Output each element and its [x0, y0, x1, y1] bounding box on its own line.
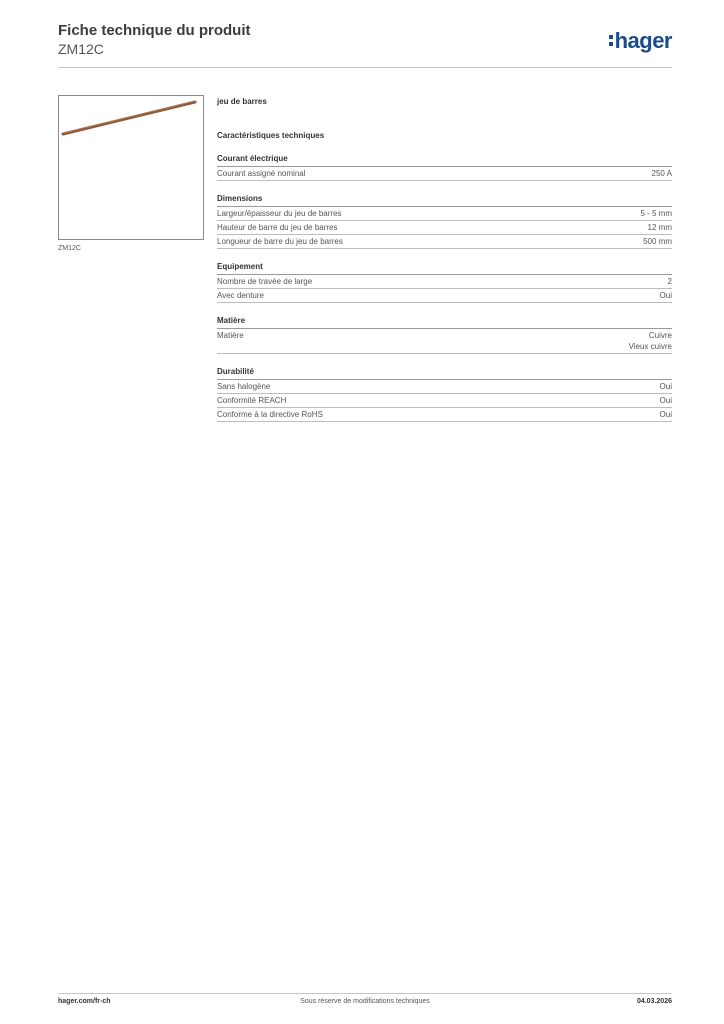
spec-label: Sans halogène: [217, 382, 271, 391]
spec-label: Avec denture: [217, 291, 264, 300]
spec-value: 12 mm: [647, 223, 672, 232]
spec-label: Nombre de travée de large: [217, 277, 313, 286]
spec-label: Longueur de barre du jeu de barres: [217, 237, 343, 246]
busbar-image: [59, 96, 203, 239]
spec-label: Conformité REACH: [217, 396, 287, 405]
group-title: Matière: [217, 315, 672, 329]
spec-group-dimensions: [217, 193, 672, 249]
spec-label: Courant assigné nominal: [217, 169, 306, 178]
spec-row: [217, 235, 672, 249]
spec-value: [629, 330, 672, 352]
spec-value: 250 A: [651, 169, 672, 178]
product-image: [58, 95, 204, 240]
header-divider: [58, 67, 672, 68]
spec-label: Conforme à la directive RoHS: [217, 410, 323, 419]
spec-row: [217, 329, 672, 354]
group-title: Courant électrique: [217, 153, 672, 167]
group-title: Durabilité: [217, 366, 672, 380]
group-title: Dimensions: [217, 193, 672, 207]
spec-row: [217, 394, 672, 408]
spec-content: [217, 96, 672, 422]
footer-divider: [58, 993, 672, 994]
spec-row: [217, 275, 672, 289]
spec-value: Oui: [659, 396, 672, 405]
spec-group-courant: [217, 153, 672, 181]
footer-notice: Sous réserve de modifications techniques: [300, 998, 430, 1005]
logo-dots-icon: [609, 35, 614, 49]
spec-group-durabilite: [217, 366, 672, 422]
section-heading: Caractéristiques techniques: [217, 131, 325, 140]
spec-row: [217, 167, 672, 181]
spec-group-matiere: [217, 315, 672, 354]
spec-value: Oui: [659, 291, 672, 300]
product-category: jeu de barres: [217, 97, 267, 106]
page-title: Fiche technique du produit: [58, 22, 251, 39]
spec-label: Largeur/épaisseur du jeu de barres: [217, 209, 342, 218]
spec-row: [217, 221, 672, 235]
spec-value: Oui: [659, 410, 672, 419]
spec-row: [217, 408, 672, 422]
footer-website-link[interactable]: hager.com/fr-ch: [58, 998, 111, 1005]
footer-date: 04.03.2026: [636, 998, 672, 1005]
product-code: ZM12C: [58, 41, 104, 57]
logo-text: hager: [614, 28, 672, 53]
spec-value: Oui: [659, 382, 672, 391]
page-header: [58, 22, 672, 58]
spec-group-equipement: [217, 261, 672, 303]
spec-value-line: Vieux cuivre: [628, 342, 672, 351]
spec-value: 500 mm: [643, 237, 672, 246]
spec-row: [217, 207, 672, 221]
spec-label: Matière: [217, 331, 244, 340]
hager-logo: [609, 29, 672, 53]
spec-label: Hauteur de barre du jeu de barres: [217, 223, 338, 232]
spec-value: 2: [667, 277, 672, 286]
spec-row: [217, 380, 672, 394]
image-caption: ZM12C: [58, 245, 81, 252]
spec-value: 5 - 5 mm: [640, 209, 672, 218]
spec-value-line: Cuivre: [648, 331, 672, 340]
group-title: Equipement: [217, 261, 672, 275]
spec-row: [217, 289, 672, 303]
